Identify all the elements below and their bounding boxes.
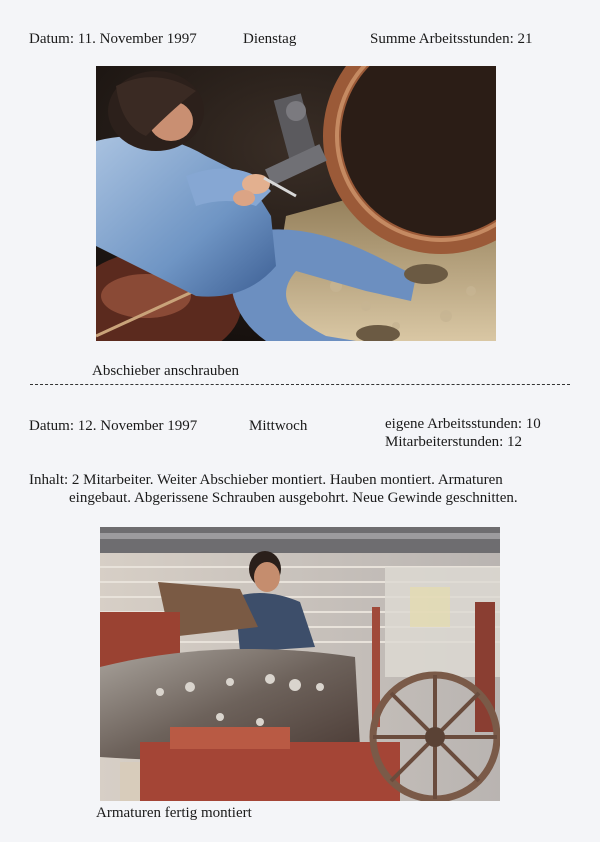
- entry2-staff-hours: Mitarbeiterstunden: 12: [385, 434, 523, 450]
- entry-divider: [30, 384, 570, 385]
- photo-man-screwing-scraper: [96, 66, 496, 341]
- entry2-photo-caption: Armaturen fertig montiert: [96, 805, 252, 821]
- entry1-date: Datum: 11. November 1997: [29, 31, 197, 47]
- entry2-date: Datum: 12. November 1997: [29, 418, 198, 434]
- photo-fittings-mounted: [100, 527, 500, 801]
- entry2-own-hours: eigene Arbeitsstunden: 10: [385, 416, 541, 432]
- entry1-photo-caption: Abschieber anschrauben: [92, 363, 240, 379]
- entry2-weekday: Mittwoch: [249, 418, 308, 434]
- entry2-content-line1: Inhalt: 2 Mitarbeiter. Weiter Abschieber montiert. Hauben montiert. Armaturen: [29, 472, 503, 488]
- entry1-total-hours: Summe Arbeitsstunden: 21: [370, 31, 533, 47]
- entry2-content-line2: eingebaut. Abgerissene Schrauben ausgebohrt. Neue Gewinde geschnitten.: [69, 490, 518, 506]
- entry1-weekday: Dienstag: [243, 31, 297, 47]
